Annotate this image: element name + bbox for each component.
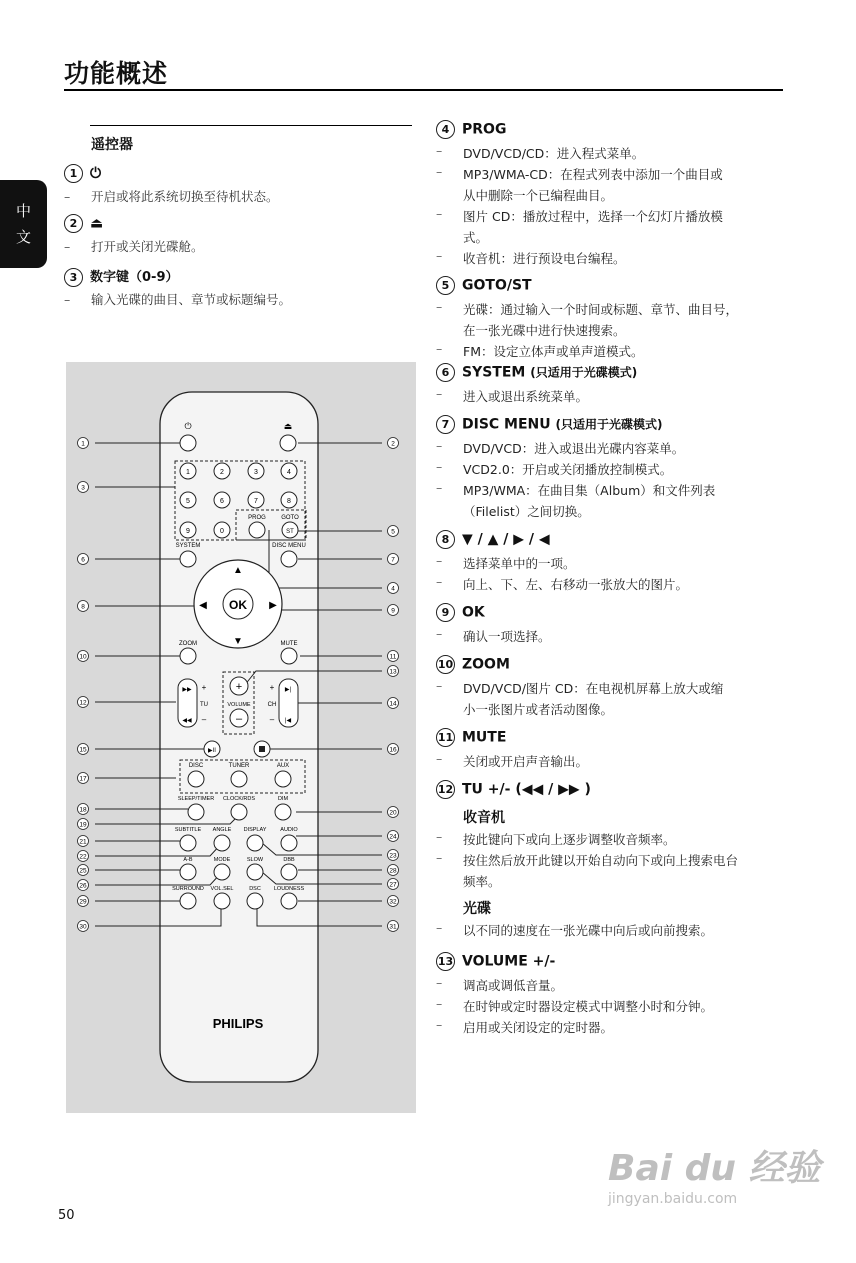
fast-forward-icon: ▶▶	[182, 687, 192, 693]
zoom-button	[180, 648, 196, 664]
callout-number: 21	[79, 838, 87, 846]
sleep-timer-label: SLEEP/TIMER	[177, 796, 215, 802]
section-tu: 12 TU +/- (◀◀ / ▶▶ ) 收音机 – 按此键向下或向上逐步调整收音频率。 – 按住然后放开此键以开始自动向下或向上搜索电台 频率。 光碟 – 以不同的速度在一张光碟中向后或向前搜索。	[436, 781, 739, 938]
digit-label: 8	[287, 498, 291, 505]
display-label: DISPLAY	[243, 827, 267, 833]
volume-plus: +	[235, 681, 243, 693]
power-icon: ⏻	[90, 165, 102, 182]
digit-label: 5	[186, 498, 190, 505]
volume-minus: –	[235, 713, 243, 725]
watermark	[608, 1140, 821, 1207]
loudness-label: LOUDNESS	[273, 886, 305, 892]
callout-number: 13	[389, 668, 397, 676]
aux-button	[275, 771, 291, 787]
tuner-button	[231, 771, 247, 787]
section-zoom: 10 ZOOM – DVD/VCD/图片 CD：在电视机屏幕上放大或缩 小一张图片或者活动图像。	[436, 656, 724, 717]
section-rule	[90, 125, 412, 126]
clock-rds-button	[231, 804, 247, 820]
item-heading	[64, 164, 101, 183]
vol-sel-label: VOL.SEL	[210, 886, 234, 892]
power-icon: ⏻	[184, 421, 192, 431]
digit-label: 1	[186, 469, 190, 476]
item-heading	[64, 214, 103, 233]
digit-label: 6	[220, 498, 224, 505]
section-ok: 9 OK – 确认一项选择。	[436, 604, 551, 644]
prog-button	[249, 522, 265, 538]
digit-label: 4	[287, 469, 291, 476]
item-desc: – 输入光碟的曲目、章节或标题编号。	[64, 292, 292, 307]
callout-number: 18	[79, 806, 87, 814]
vol-sel-button	[214, 893, 230, 909]
section-disc-menu: 7 DISC MENU (只适用于光碟模式) – DVD/VCD：进入或退出光碟内容菜单。 – VCD2.0：开启或关闭播放控制模式。 – MP3/WMA：在曲目集（Album）和文件列表 （Filelist）之间切换。	[436, 416, 716, 519]
item-desc: – 开启或将此系统切换至待机状态。	[64, 189, 279, 204]
section-system: 6 SYSTEM (只适用于光碟模式) – 进入或退出系统菜单。	[436, 364, 638, 404]
goto-label: GOTO	[281, 515, 299, 521]
callout-number: 12	[79, 699, 87, 707]
rewind-icon: ◀◀	[182, 718, 192, 724]
page-number: 50	[58, 1208, 75, 1223]
up-arrow-icon: ▲	[233, 565, 243, 576]
ch-plus: +	[269, 683, 275, 692]
ch-minus: –	[269, 715, 275, 724]
ch-label: CH	[267, 702, 277, 708]
digit-label: 2	[220, 469, 224, 476]
section-goto: 5 GOTO/ST – 光碟：通过输入一个时间或标题、章节、曲目号， 在一张光碟中进行快速搜索。 – FM：设定立体声或单声道模式。	[436, 277, 739, 359]
digit-label: 7	[254, 498, 258, 505]
page-title: 功能概述	[64, 59, 169, 88]
prog-label: PROG	[248, 515, 266, 521]
play-pause-icon: ▶II	[208, 748, 216, 754]
watermark-logo: Bai du 经验	[608, 1148, 821, 1189]
audio-button	[281, 835, 297, 851]
callout-number: 3	[81, 484, 85, 492]
volume-label: VOLUME	[227, 702, 251, 708]
mode-label: MODE	[213, 857, 231, 863]
callout-number: 20	[389, 809, 397, 817]
callout-number: 30	[79, 923, 87, 931]
sleep-timer-button	[188, 804, 204, 820]
callout-number: 15	[79, 746, 87, 754]
callout-number: 17	[79, 775, 87, 783]
disc-button	[188, 771, 204, 787]
slow-button	[247, 864, 263, 880]
item-number: 3	[64, 268, 83, 287]
callout-number: 10	[79, 653, 87, 661]
section-title: 遥控器	[91, 137, 133, 153]
mode-button	[214, 864, 230, 880]
callout-number: 14	[389, 700, 397, 708]
previous-icon: |◀	[284, 718, 292, 724]
tu-label: TU	[200, 702, 208, 708]
stop-icon	[259, 746, 265, 752]
callout-number: 32	[389, 898, 397, 906]
dbb-button	[281, 864, 297, 880]
item-number: 1	[64, 164, 83, 183]
tuner-label: TUNER	[228, 763, 250, 769]
system-label: SYSTEM	[175, 543, 201, 549]
callout-number: 11	[389, 653, 397, 661]
item-title: 数字键（0-9）	[90, 270, 179, 285]
dim-button	[275, 804, 291, 820]
callout-number: 19	[79, 821, 87, 829]
eject-icon: ⏏	[283, 421, 293, 431]
dbb-label: DBB	[283, 857, 295, 863]
digit-label: 3	[254, 469, 258, 476]
item-number: 2	[64, 214, 83, 233]
callout-number: 31	[389, 923, 397, 931]
down-arrow-icon: ▼	[233, 636, 243, 647]
callout-number: 28	[389, 867, 397, 875]
disc-menu-label: DISC MENU	[272, 543, 306, 549]
eject-button	[280, 435, 296, 451]
callout-number: 8	[81, 603, 85, 611]
callout-number: 2	[391, 440, 395, 448]
ab-button	[180, 864, 196, 880]
callout-number: 4	[391, 585, 395, 593]
angle-label: ANGLE	[212, 827, 232, 833]
clock-rds-label: CLOCK/RDS	[222, 796, 256, 802]
right-arrow-icon: ▶	[269, 600, 277, 611]
subtitle-button	[180, 835, 196, 851]
ab-label: A-B	[183, 857, 193, 863]
system-button	[180, 551, 196, 567]
language-tab-char: 文	[16, 228, 32, 246]
goto-button-label: ST	[286, 529, 294, 535]
display-button	[247, 835, 263, 851]
surround-button	[180, 893, 196, 909]
callout-number: 9	[391, 607, 395, 615]
callout-number: 6	[81, 556, 85, 564]
zoom-label: ZOOM	[179, 641, 197, 647]
next-icon: ▶|	[284, 687, 292, 693]
dsc-button	[247, 893, 263, 909]
power-button	[180, 435, 196, 451]
callouts-left	[78, 438, 89, 932]
item-heading	[64, 266, 179, 287]
ok-label: OK	[229, 598, 247, 612]
dim-label: DIM	[277, 796, 289, 802]
callout-number: 16	[389, 746, 397, 754]
left-arrow-icon: ◀	[199, 600, 207, 611]
callout-number: 23	[389, 852, 397, 860]
slow-label: SLOW	[246, 857, 264, 863]
language-tab	[0, 180, 47, 268]
remote-illustration	[66, 362, 416, 1113]
disc-label: DISC	[188, 763, 204, 769]
disc-menu-button	[281, 551, 297, 567]
item-desc: – 打开或关闭光碟舱。	[64, 239, 204, 254]
callout-number: 7	[391, 556, 395, 564]
mute-label: MUTE	[280, 641, 298, 647]
tu-plus: +	[201, 683, 207, 692]
section-prog: 4 PROG – DVD/VCD/CD：进入程式菜单。 – MP3/WMA-CD：在程式列表中添加一个曲目或 从中删除一个已编程曲目。 – 图片 CD：播放过程中，选择一个幻灯片播放模 式。 – 收音机：进行预设电台编程。	[436, 121, 723, 266]
digit-label: 0	[220, 528, 224, 535]
audio-label: AUDIO	[280, 827, 298, 833]
section-arrows: 8 ▼ / ▲ / ▶ / ◀ – 选择菜单中的一项。 – 向上、下、左、右移动一张放大的图片。	[436, 531, 689, 592]
surround-label: SURROUND	[172, 886, 204, 892]
digit-label: 9	[186, 528, 190, 535]
aux-label: AUX	[276, 763, 290, 769]
callouts-right	[388, 438, 399, 932]
callout-number: 1	[81, 440, 85, 448]
callout-number: 27	[389, 881, 397, 889]
section-volume: 13 VOLUME +/- – 调高或调低音量。 – 在时钟或定时器设定模式中调整小时和分钟。 – 启用或关闭设定的定时器。	[436, 953, 714, 1035]
callout-number: 26	[79, 882, 87, 890]
title-rule	[64, 89, 783, 91]
mute-button	[281, 648, 297, 664]
angle-button	[214, 835, 230, 851]
callout-number: 29	[79, 898, 87, 906]
subtitle-label: SUBTITLE	[174, 827, 202, 833]
callout-number: 5	[391, 528, 395, 536]
loudness-button	[281, 893, 297, 909]
callout-number: 22	[79, 853, 87, 861]
brand-logo: PHILIPS	[212, 1016, 264, 1031]
callout-number: 24	[389, 833, 397, 841]
watermark-url: jingyan.baidu.com	[608, 1191, 738, 1207]
dsc-label: DSC	[249, 886, 261, 892]
section-mute: 11 MUTE – 关闭或开启声音输出。	[436, 729, 589, 769]
tu-minus: –	[201, 715, 207, 724]
eject-icon: ⏏	[90, 215, 104, 232]
callout-number: 25	[79, 867, 87, 875]
language-tab-char: 中	[16, 202, 32, 220]
